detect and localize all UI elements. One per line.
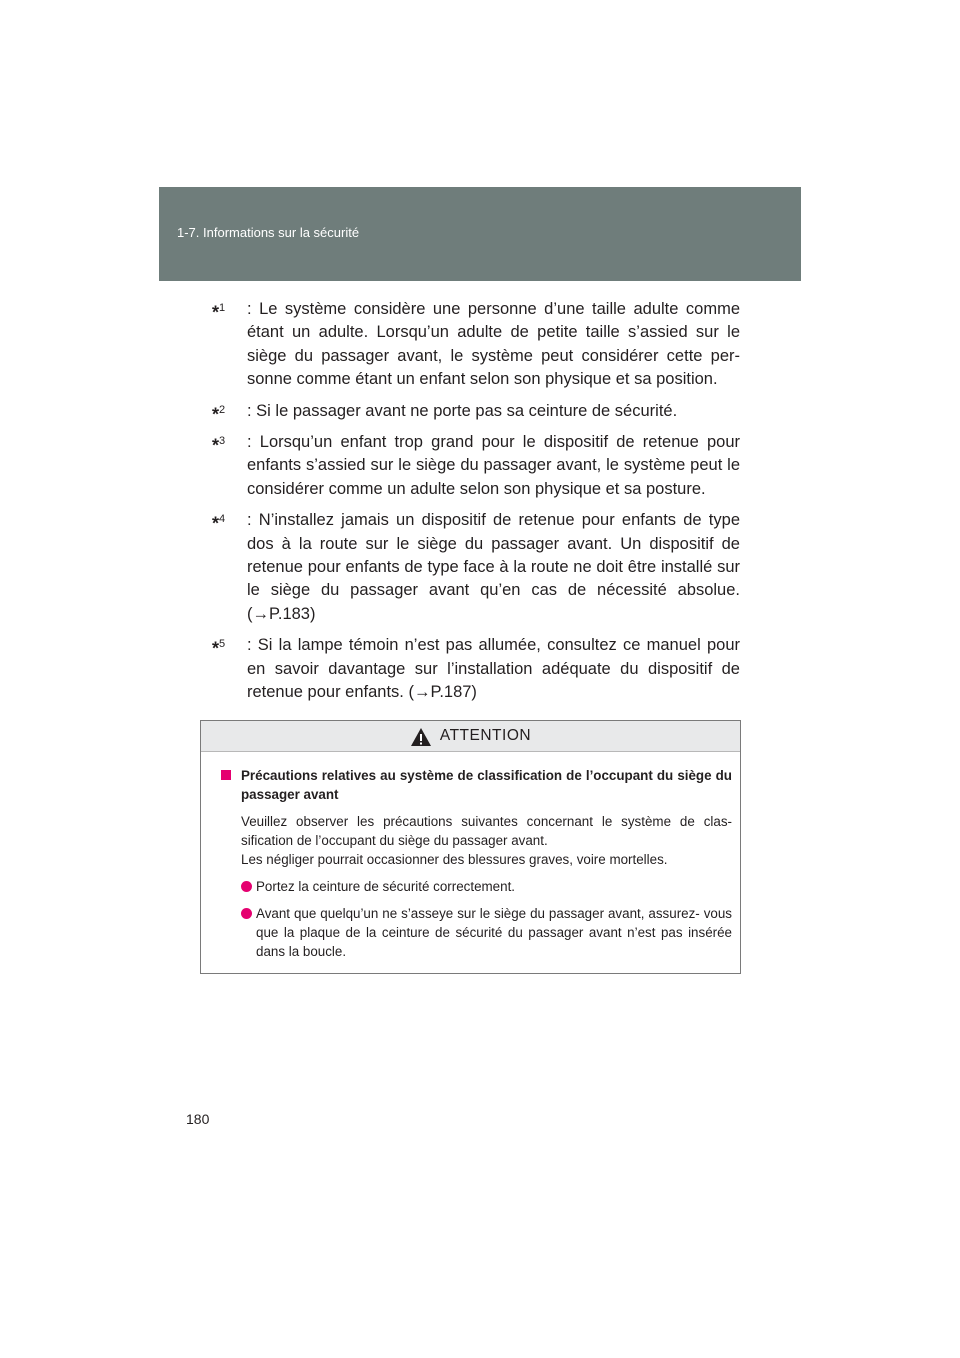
footnote-marker: *$^2$ bbox=[212, 403, 226, 425]
footnote-text: : Lorsqu’un enfant trop grand pour le dispositif de retenue pour enfants s’assied sur le siège du passager avant, le système peut le considérer comme un adulte selon son physique et sa posture. bbox=[247, 433, 740, 498]
square-bullet-icon bbox=[221, 770, 231, 780]
circle-bullet-icon bbox=[241, 908, 252, 919]
footnote-4 bbox=[212, 509, 740, 626]
warning-triangle-icon bbox=[410, 727, 432, 747]
attention-paragraph-line: Les négliger pourrait occasionner des blessures graves, voire mortelles. bbox=[241, 852, 668, 867]
footnote-2 bbox=[212, 400, 740, 423]
circle-bullet-icon bbox=[241, 881, 252, 892]
attention-bullet bbox=[221, 877, 732, 896]
footnote-marker: *$^3$ bbox=[212, 435, 226, 456]
attention-body bbox=[201, 752, 740, 961]
attention-bullet-text: Avant que quelqu’un ne s’asseye sur le siège du passager avant, assurez- vous que la plaque de la ceinture de sécurité du passager avant n’est pas insérée dans la boucle. bbox=[256, 906, 732, 959]
footnote-marker: *$^1$ bbox=[212, 302, 226, 323]
attention-paragraph bbox=[221, 812, 732, 869]
attention-title: ATTENTION bbox=[439, 727, 532, 744]
attention-bullet-text: Portez la ceinture de sécurité correctement. bbox=[256, 879, 516, 894]
footnote-1 bbox=[212, 298, 740, 392]
footnotes-list bbox=[212, 298, 740, 713]
attention-heading-text: Précautions relatives au système de classification de l’occupant du siège du passager avant bbox=[241, 768, 732, 802]
footnote-text: : N’installez jamais un dispositif de retenue pour enfants de type dos à la route sur le siège du passager avant. Un dispositif de retenue pour enfants de type face à la route ne doit être installé sur le siège du passager avant qu’en cas de nécessité absolue. (→P.183) bbox=[247, 511, 740, 623]
attention-box bbox=[200, 720, 741, 974]
footnote-text: : Si le passager avant ne porte pas sa ceinture de sécurité. bbox=[247, 401, 678, 420]
footnote-3 bbox=[212, 431, 740, 501]
footnote-marker: *$^5$ bbox=[212, 638, 226, 659]
attention-header bbox=[201, 721, 740, 752]
attention-paragraph-line: Veuillez observer les précautions suivantes concernant le système de clas- sification de l’occupant du siège du passager avant. bbox=[241, 814, 732, 848]
section-header-band bbox=[159, 187, 801, 281]
footnote-text: : Si la lampe témoin n’est pas allumée, consultez ce manuel pour en savoir davantage sur l’installation adéquate du dispositif de retenue pour enfants. (→P.187) bbox=[247, 636, 740, 702]
attention-bullet bbox=[221, 904, 732, 961]
page-number: 180 bbox=[186, 1111, 210, 1127]
section-title: 1-7. Informations sur la sécurité bbox=[177, 225, 360, 240]
footnote-5 bbox=[212, 634, 740, 704]
footnote-text: : Le système considère une personne d’une taille adulte comme étant un adulte. Lorsqu’un adulte de petite taille s’assied sur le siège du passager avant, le système peut considérer cette per- sonne comme étant un enfant selon son physique et sa position. bbox=[247, 300, 740, 389]
footnote-marker: *$^4$ bbox=[212, 513, 226, 534]
attention-heading bbox=[221, 766, 732, 804]
